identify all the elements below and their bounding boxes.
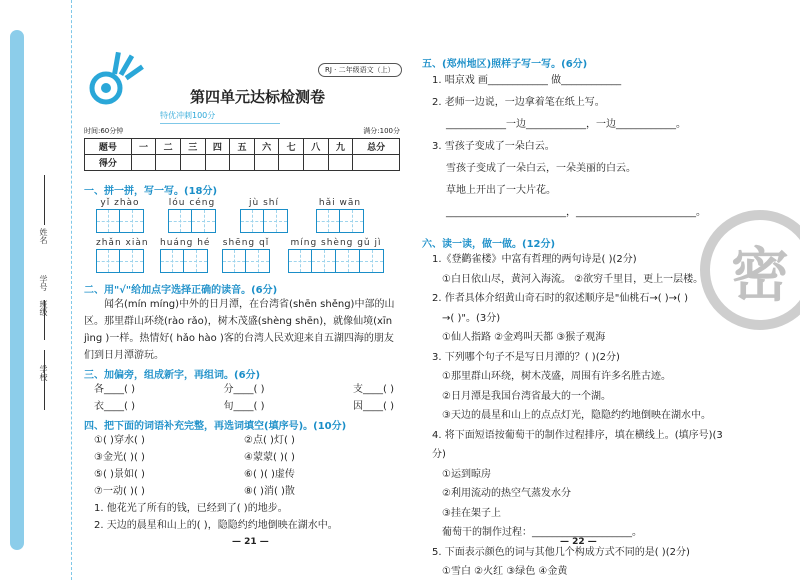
- seal-watermark: 密: [700, 210, 800, 330]
- pinyin: shēng qǐ: [222, 238, 270, 248]
- full-score: 满分:100分: [363, 127, 400, 135]
- cell: 四: [205, 139, 230, 155]
- question-text: 2. 作者具体介绍黄山奇石时的叙述顺序是"仙桃石→( )→( ): [432, 293, 689, 304]
- idiom-item[interactable]: ⑥( )( )虚传: [244, 469, 295, 480]
- score-cell[interactable]: [131, 155, 156, 171]
- series-badge: RJ · 二年级语文（上）: [318, 63, 402, 77]
- radical-item[interactable]: 衣____( ): [94, 401, 135, 412]
- question-text: 1.《登鹳雀楼》中富有哲理的两句诗是( )(2分): [432, 254, 637, 265]
- section-4-items: [94, 432, 394, 534]
- score-cell[interactable]: [180, 155, 205, 171]
- pinyin: zhǎn xiàn: [96, 238, 149, 248]
- question-text: 5. 下面表示颜色的词与其他几个构成方式不同的是( )(2分): [432, 546, 690, 558]
- idiom-row: [94, 449, 394, 466]
- pinyin: huáng hé: [160, 238, 211, 248]
- binding-strip: [0, 0, 72, 580]
- idiom-row: [94, 466, 394, 483]
- answer-line[interactable]: 葡萄干的制作过程：____________________。: [442, 527, 642, 538]
- char-box[interactable]: [96, 249, 120, 273]
- pinyin-group: [168, 198, 216, 233]
- section-2-heading: 二、用"√"给加点字选择正确的读音。(6分): [84, 285, 278, 296]
- pinyin-group: [96, 238, 149, 273]
- cell: 七: [279, 139, 304, 155]
- pinyin-group: [316, 198, 364, 233]
- question-text: 2. 老师一边说，一边拿着笔在纸上写。: [432, 97, 605, 108]
- cell: 八: [303, 139, 328, 155]
- cell: 题号: [85, 139, 132, 155]
- passage-line: 闻名(mín míng)中外的日月潭，在台湾省(shēn shěng)中部的山: [104, 299, 395, 310]
- char-box[interactable]: [184, 249, 208, 273]
- options: ①雪白 ②火红 ③绿色 ④金黄: [442, 566, 568, 577]
- question-text: 4. 将下面短语按葡萄干的制作过程排序，填在横线上。(填序号)(3分): [432, 429, 723, 460]
- score-cell[interactable]: [279, 155, 304, 171]
- char-box[interactable]: [264, 209, 288, 233]
- option: ②利用流动的热空气蒸发水分: [442, 488, 571, 499]
- score-cell[interactable]: [353, 155, 400, 171]
- char-box[interactable]: [192, 209, 216, 233]
- score-table: [84, 138, 400, 171]
- radical-item[interactable]: 分____( ): [223, 384, 265, 395]
- idiom-item[interactable]: ⑧( )消( )散: [244, 486, 295, 497]
- score-cell[interactable]: [230, 155, 255, 171]
- score-cell[interactable]: [205, 155, 230, 171]
- option: ①那里群山环绕，树木茂盛，周围有许多名胜古迹。: [442, 371, 671, 382]
- option: ③天边的晨星和山上的点点灯光，隐隐约约地倒映在湖水中。: [442, 410, 711, 421]
- pinyin: jù shí: [249, 198, 279, 208]
- char-box[interactable]: [240, 209, 264, 233]
- pinyin-group: [160, 238, 210, 273]
- question-text: 1. 唱京戏 画____________ 做____________: [432, 75, 622, 86]
- score-table-header: [85, 139, 400, 155]
- char-box[interactable]: [360, 249, 384, 273]
- char-box[interactable]: [96, 209, 120, 233]
- cell: 九: [328, 139, 353, 155]
- question-text: →( )"。(3分): [442, 312, 501, 324]
- name-line: [44, 175, 45, 225]
- answer-line[interactable]: ____________一边____________，一边____________。: [446, 119, 686, 130]
- page-number-right: — 22 —: [560, 537, 597, 547]
- radical-item[interactable]: 旬____( ): [223, 401, 265, 412]
- question-text: 1. 他花光了所有的钱，已经到了( )的地步。: [94, 503, 288, 514]
- question-text: 3. 雪孩子变成了一朵白云。: [432, 141, 555, 152]
- idiom-item[interactable]: ⑤( )景如( ): [94, 469, 145, 480]
- score-cell[interactable]: [254, 155, 279, 171]
- question-text: 3. 下列哪个句子不是写日月潭的？( )(2分): [432, 351, 620, 363]
- section-6-heading: 六、读一读，做一做。(12分): [422, 239, 556, 250]
- answer-line[interactable]: ________________________，________________________。: [446, 207, 706, 218]
- pinyin: lóu céng: [168, 198, 216, 208]
- char-box[interactable]: [246, 249, 270, 273]
- cell: 总分: [353, 139, 400, 155]
- char-box[interactable]: [336, 249, 360, 273]
- char-box[interactable]: [120, 209, 144, 233]
- section-5-items: [432, 70, 722, 224]
- binding-stripe: [10, 30, 24, 550]
- page-number-left: — 21 —: [232, 537, 269, 547]
- idiom-item[interactable]: ④蒙蒙( )( ): [244, 452, 295, 463]
- radical-item[interactable]: 各____( ): [94, 384, 135, 395]
- exam-meta: [84, 126, 400, 136]
- pinyin: hǎi wān: [318, 198, 362, 208]
- score-cell[interactable]: [156, 155, 181, 171]
- option: ③挂在架子上: [442, 507, 501, 519]
- cell: 六: [254, 139, 279, 155]
- idiom-item[interactable]: ⑦一动( )( ): [94, 486, 145, 497]
- idiom-row: [94, 432, 394, 449]
- time-limit: 时间:60分钟: [84, 127, 124, 135]
- class-label: 班级: [39, 300, 48, 316]
- cell: 二: [156, 139, 181, 155]
- number-label: 学号: [39, 275, 48, 291]
- char-box[interactable]: [222, 249, 246, 273]
- option: ②日月潭是我国台湾省最大的一个湖。: [442, 390, 611, 402]
- section-3-items: [94, 381, 394, 415]
- score-cell[interactable]: [303, 155, 328, 171]
- radical-item[interactable]: 支____( ): [353, 384, 394, 395]
- option: ①运到晾房: [442, 468, 491, 480]
- question-text: 草地上开出了一大片花。: [446, 185, 556, 196]
- cell: 一: [131, 139, 156, 155]
- section-6-items: [432, 250, 732, 580]
- char-box[interactable]: [120, 249, 144, 273]
- char-box[interactable]: [316, 209, 340, 233]
- cell: 五: [230, 139, 255, 155]
- radical-row: [94, 381, 394, 398]
- passage-line: jìng )一样。热情好( hǎo hào )客的台湾人民欢迎来自五湖四海的朋友: [84, 333, 394, 344]
- idiom-item[interactable]: ③金光( )( ): [94, 452, 145, 463]
- options: ①仙人指路 ②金鸡叫天都 ③猴子观海: [442, 332, 606, 343]
- pinyin: yǐ zhào: [100, 198, 140, 208]
- char-box[interactable]: [288, 249, 312, 273]
- example-text: 雪孩子变成了一朵白云，一朵美丽的白云。: [446, 163, 636, 174]
- cell: 三: [180, 139, 205, 155]
- pinyin-group: [240, 198, 288, 233]
- section-4-heading: 四、把下面的词语补充完整，再选词填空(填序号)。(10分): [84, 421, 347, 432]
- char-box[interactable]: [160, 249, 184, 273]
- char-box[interactable]: [312, 249, 336, 273]
- pinyin-group: [222, 238, 270, 273]
- tagline: 特优冲刺100分: [160, 110, 280, 124]
- pinyin-group: [96, 198, 144, 233]
- options: ①白日依山尽，黄河入海流。 ②欲穷千里目，更上一层楼。: [442, 273, 704, 285]
- cell: 得分: [85, 155, 132, 171]
- idiom-item[interactable]: ②点( )灯( ): [244, 435, 295, 446]
- passage-line: 区。那里群山环绕(rào rǎo)，树木茂盛(shèng shēn)，就像仙境(xīn: [84, 316, 393, 327]
- char-box[interactable]: [168, 209, 192, 233]
- pinyin: míng shèng gǔ jì: [290, 238, 382, 248]
- radical-item[interactable]: 因____( ): [353, 401, 394, 412]
- school-label: 学校: [39, 365, 48, 381]
- section-2-passage: [84, 296, 400, 364]
- section-5-heading: 五、(郑州地区)照样子写一写。(6分): [422, 59, 588, 70]
- score-cell[interactable]: [328, 155, 353, 171]
- idiom-row: [94, 483, 394, 500]
- radical-row: [94, 398, 394, 415]
- section-1-heading: 一、拼一拼，写一写。(18分): [84, 186, 218, 197]
- score-table-row: [85, 155, 400, 171]
- question-text: 2. 天边的晨星和山上的( )，隐隐约约地倒映在湖水中。: [94, 520, 338, 531]
- pinyin-group: [288, 238, 384, 273]
- passage-line: 们到日月潭游玩。: [84, 350, 164, 361]
- name-label: 姓名: [39, 228, 48, 244]
- section-3-heading: 三、加偏旁，组成新字，再组词。(6分): [84, 370, 261, 381]
- idiom-item[interactable]: ①( )穿水( ): [94, 435, 145, 446]
- char-box[interactable]: [340, 209, 364, 233]
- page-title: 第四单元达标检测卷: [190, 88, 326, 106]
- brand-logo-icon: [84, 46, 148, 110]
